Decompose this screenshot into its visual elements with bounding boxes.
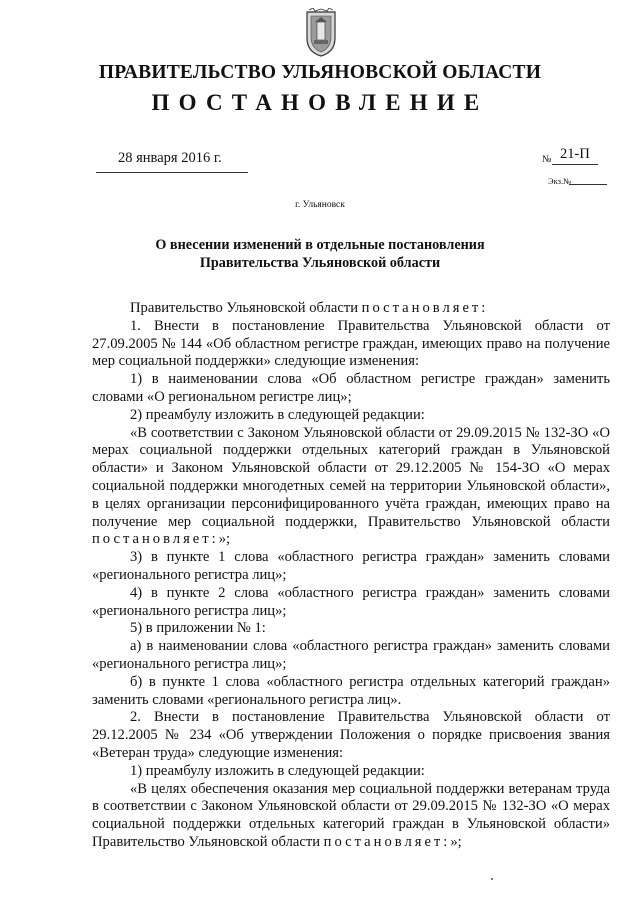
preamble-1-end: »; [218, 531, 231, 548]
coat-of-arms-emblem [303, 8, 339, 58]
copy-number-label: Экз.№ [548, 176, 572, 186]
title-line-2: Правительства Ульяновской области [199, 255, 441, 271]
paragraph-item-1-3: 3) в пункте 1 слова «областного регистра граждан» заменить словами «регионального регистра лиц»; [92, 549, 610, 583]
paragraph-item-1: 1. Внести в постановление Правительства Ульяновской области от 27.09.2005 № 144 «Об областном регистре граждан, имеющих право на получение мер социальной поддержки» следующие изменения: [92, 317, 610, 370]
preamble-2-verb: постановляет: [323, 833, 451, 850]
decree-subject: Правительство Ульяновской области [130, 300, 362, 316]
document-type: ПОСТАНОВЛЕНИЕ [151, 90, 489, 115]
preamble-2-text: «В целях обеспечения оказания мер социальной поддержки ветеранам труда в соответствии с Законом Ульяновской области от 29.09.2015 № 132-ЗО «О мерах социальной поддержки отдельных категорий граждан в Ульяновской области» Правительство Ульяновской области [92, 780, 610, 850]
paragraph-item-1-2: 2) преамбулу изложить в следующей редакции: [130, 406, 425, 423]
paragraph-item-1-5-b: б) в пункте 1 слова «областного регистра отдельных категорий граждан» заменить словами «регионального регистра лиц». [92, 673, 610, 708]
paragraph-preamble-1 [92, 425, 610, 550]
paragraph-item-1-4: 4) в пункте 2 слова «областного регистра граждан» заменить словами «регионального регистра лиц»; [92, 584, 610, 619]
decree-verb: постановляет: [361, 300, 489, 316]
document-title [0, 236, 640, 272]
document-city: г. Ульяновск [295, 200, 345, 210]
document-body [92, 300, 610, 852]
number-sign: № [542, 154, 552, 165]
document-date: 28 января 2016 г. [118, 150, 222, 166]
paragraph-item-2: 2. Внести в постановление Правительства Ульяновской области от 29.12.2005 № 234 «Об утверждении Положения о порядке присвоения звания «Ветеран труда» следующие изменения: [92, 709, 610, 761]
title-line-1: О внесении изменений в отдельные постановления [155, 237, 485, 253]
date-underline [96, 172, 248, 173]
document-number: 21-П [560, 146, 590, 162]
paragraph-item-1-1: 1) в наименовании слова «Об областном регистре граждан» заменить словами «О региональном регистре лиц»; [92, 371, 610, 405]
preamble-1-text: «В соответствии с Законом Ульяновской области от 29.09.2015 № 132-ЗО «О мерах социальной поддержки отдельных категорий граждан в Ульяновской области» и Законом Ульяновской области от 29.12.2005 № 154-ЗО «О мерах социальной поддержки многодетных семей на территории Ульяновской области», в целях организации персонифицированного учёта граждан, имеющих право на получение мер социальной поддержки, Правительство Ульяновской области [92, 424, 610, 530]
paragraph-item-1-5-a: а) в наименовании слова «областного регистра граждан» заменить словами «регионального регистра лиц»; [92, 638, 610, 672]
preamble-1-verb: постановляет: [92, 531, 219, 548]
scan-speck [491, 878, 493, 880]
paragraph-preamble-2 [92, 781, 610, 852]
organization-name: ПРАВИТЕЛЬСТВО УЛЬЯНОВСКОЙ ОБЛАСТИ [98, 62, 542, 83]
paragraph-item-1-5: 5) в приложении № 1: [130, 620, 266, 637]
paragraph-decree-intro [92, 300, 610, 318]
preamble-2-end: »; [450, 833, 462, 850]
copy-number-underline [569, 184, 607, 185]
paragraph-item-2-1: 1) преамбулу изложить в следующей редакции: [130, 762, 425, 779]
number-underline [552, 164, 598, 165]
